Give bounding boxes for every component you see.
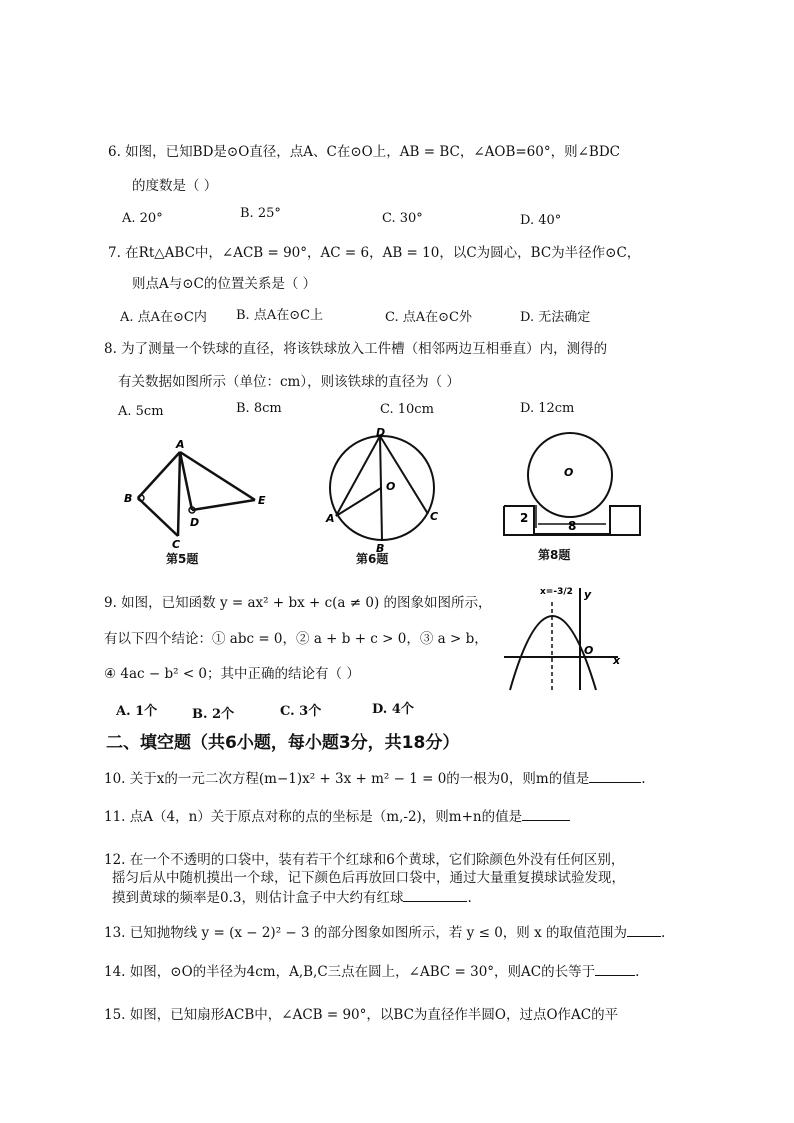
q13-text: 13. 已知抛物线 y = (x − 2)² − 3 的部分图象如图所示，若 y ≤ 0，则 x 的取值范围为 <box>104 925 627 941</box>
q12-answer-blank[interactable] <box>403 889 467 902</box>
fig5-segment-bc <box>138 498 178 536</box>
q14-answer-blank[interactable] <box>595 963 635 976</box>
fig6-label-d: D <box>376 426 386 439</box>
q13 <box>104 921 665 941</box>
q14-end: . <box>635 964 640 980</box>
q6-option-a: A. 20° <box>122 211 163 226</box>
q6-line2: 的度数是（ ） <box>132 178 218 194</box>
q14-text: 14. 如图，⊙O的半径为4cm，A,B,C三点在圆上，∠ABC = 30°，则AC的长等于 <box>104 964 596 980</box>
q8-option-c: C. 10cm <box>380 402 434 417</box>
q9-line1: 9. 如图，已知函数 y = ax² + bx + c(a ≠ 0) 的图象如图所示， <box>104 595 492 611</box>
q11-answer-blank[interactable] <box>522 808 570 821</box>
q9-option-d: D. 4个 <box>372 702 414 717</box>
q10 <box>104 767 646 787</box>
figure-8 <box>500 430 645 545</box>
q10-text: 10. 关于x的一元二次方程(m−1)x² + 3x + m² − 1 = 0的一根为0，则m的值是 <box>104 771 590 787</box>
q7-option-d: D. 无法确定 <box>520 310 591 325</box>
fig8-label-o: O <box>564 466 574 479</box>
q14 <box>104 960 639 980</box>
q11-text: 11. 点A（4，n）关于原点对称的点的坐标是（m,-2)，则m+n的值是 <box>104 809 523 825</box>
figure-5 <box>120 440 280 560</box>
fig5-segment-ad <box>180 452 192 510</box>
fig5-segment-ac <box>178 452 180 536</box>
fig6-chord-da <box>336 436 380 516</box>
fig5-caption: 第5题 <box>166 552 199 566</box>
fig8-label-width: 8 <box>568 519 577 533</box>
q6-option-c: C. 30° <box>382 211 423 226</box>
fig5-label-a: A <box>176 438 185 451</box>
q6-option-d: D. 40° <box>520 213 562 228</box>
figure-9 <box>500 582 625 694</box>
q12-end: . <box>467 890 472 906</box>
q13-answer-blank[interactable] <box>627 924 661 937</box>
q12-line2: 摇匀后从中随机摸出一个球，记下颜色后再放回口袋中，通过大量重复摸球试验发现， <box>112 870 625 886</box>
fig5-label-c: C <box>172 538 181 551</box>
fig5-label-d: D <box>190 516 200 529</box>
q9-line2: 有以下四个结论：① abc = 0，② a + b + c > 0，③ a > b， <box>104 631 488 647</box>
fig9-label-y: y <box>584 588 592 601</box>
q8-option-a: A. 5cm <box>118 404 164 419</box>
q11 <box>104 805 570 825</box>
q8-line1: 8. 为了测量一个铁球的直径，将该铁球放入工件槽（相邻两边互相垂直）内，测得的 <box>104 341 608 357</box>
fig6-label-o: O <box>386 480 396 493</box>
fig6-label-c: C <box>430 510 439 523</box>
fig5-segment-ae <box>180 452 255 500</box>
q8-option-b: B. 8cm <box>236 401 282 416</box>
q15-line1: 15. 如图，已知扇形ACB中，∠ACB = 90°，以BC为直径作半圆O，过点O作AC的平 <box>104 1007 619 1023</box>
fig5-segment-ab <box>138 452 180 498</box>
fig6-label-b: B <box>376 542 385 555</box>
fig5-label-e: E <box>258 494 266 507</box>
q9-option-b: B. 2个 <box>192 707 235 722</box>
fig5-segment-ed <box>192 500 255 510</box>
q7-line2: 则点A与⊙C的位置关系是（ ） <box>132 276 317 292</box>
q7-option-b: B. 点A在⊙C上 <box>236 308 324 323</box>
q12-line3 <box>112 886 472 906</box>
fig6-caption: 第6题 <box>356 552 389 566</box>
fig6-chord-dc <box>380 436 428 514</box>
q6-option-b: B. 25° <box>240 206 281 221</box>
fig9-label-x: x <box>613 654 621 667</box>
fig5-label-b: B <box>124 492 133 505</box>
q8-option-d: D. 12cm <box>520 401 575 416</box>
q9-option-a: A. 1个 <box>116 704 158 719</box>
section-fill-in-blank-title: 二、填空题（共6小题，每小题3分，共18分） <box>106 733 460 753</box>
q7-option-c: C. 点A在⊙C外 <box>385 310 472 325</box>
fig9-label-origin: O <box>584 644 594 657</box>
figure-6 <box>320 426 450 555</box>
q10-end: . <box>641 771 646 787</box>
fig8-caption: 第8题 <box>538 548 571 562</box>
q12-line1: 12. 在一个不透明的口袋中，装有若干个红球和6个黄球，它们除颜色外没有任何区别， <box>104 852 625 868</box>
q12-line3-text: 摸到黄球的频率是0.3，则估计盒子中大约有红球 <box>112 890 404 906</box>
fig9-label-symmetry: x=-3/2 <box>540 587 573 597</box>
fig6-label-a: A <box>326 512 335 525</box>
q8-line2: 有关数据如图所示（单位：cm），则该铁球的直径为（ ） <box>118 374 460 390</box>
fig8-label-depth: 2 <box>520 511 529 525</box>
q10-answer-blank[interactable] <box>589 770 641 783</box>
q7-line1: 7. 在Rt△ABC中，∠ACB = 90°，AC = 6，AB = 10，以C为圆心，BC为半径作⊙C， <box>108 245 641 261</box>
q9-line3: ④ 4ac − b² < 0；其中正确的结论有（ ） <box>104 666 360 682</box>
q7-option-a: A. 点A在⊙C内 <box>120 310 207 325</box>
q6-line1: 6. 如图，已知BD是⊙O直径，点A、C在⊙O上，AB = BC，∠AOB=60°，则∠BDC <box>108 144 620 160</box>
q13-end: . <box>661 925 666 941</box>
q9-option-c: C. 3个 <box>280 704 322 719</box>
